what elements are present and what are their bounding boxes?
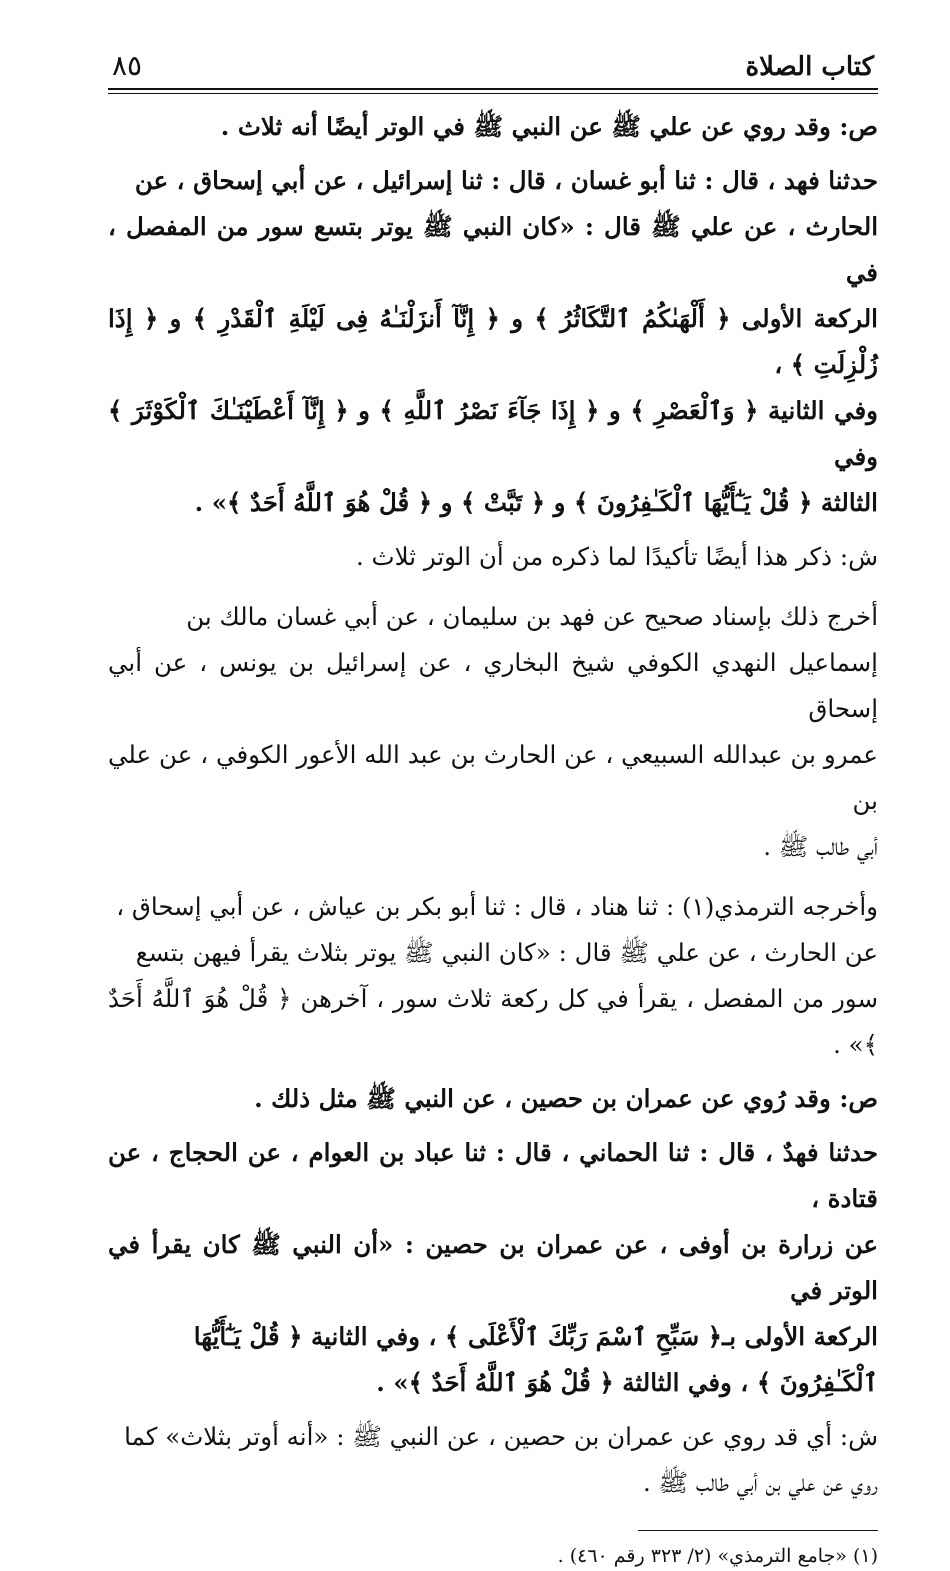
text-line: وأخرجه الترمذي(١) : ثنا هناد ، قال : ثنا أبو بكر بن عياش ، عن أبي إسحاق ،: [116, 892, 878, 921]
text-line: أخرج ذلك بإسناد صحيح عن فهد بن سليمان ، عن أبي غسان مالك بن: [186, 602, 878, 631]
text-line: ص: وقد روي عن علي ﷺ عن النبي ﷺ في الوتر أيضًا أنه ثلاث .: [220, 112, 878, 141]
paragraph-sad-1: [108, 104, 878, 150]
page-header: [108, 28, 878, 88]
paragraph-sharh-2: [108, 1414, 878, 1506]
text-line: الحارث ، عن علي ﷺ قال : «كان النبي ﷺ يوتر بتسع سور من المفصل ، في: [108, 212, 878, 287]
text-line: عن زرارة بن أوفى ، عن عمران بن حصين : «أن النبي ﷺ كان يقرأ في الوتر في: [108, 1230, 878, 1305]
paragraph-hadith-2: [108, 1130, 878, 1406]
header-rule: [108, 88, 878, 90]
paragraph-takhrij-1: [108, 594, 878, 870]
text-line: حدثنا فهدٌ ، قال : ثنا الحماني ، قال : ثنا عباد بن العوام ، عن الحجاج ، عن قتادة ،: [108, 1138, 878, 1213]
book-page: [108, 28, 878, 1567]
text-line: ٱلْكَـٰفِرُونَ ﴾ ، وفي الثالثة ﴿ قُلْ هُوَ ٱللَّهُ أَحَدٌ ﴾» .: [376, 1368, 878, 1397]
text-line: عمرو بن عبدالله السبيعي ، عن الحارث بن عبد الله الأعور الكوفي ، عن علي بن: [108, 740, 878, 815]
text-line: ش: أي قد روي عن عمران بن حصين ، عن النبي ﷺ : «أنه أوتر بثلاث» كما: [124, 1422, 878, 1451]
text-line: ص: وقد رُوي عن عمران بن حصين ، عن النبي ﷺ مثل ذلك .: [254, 1084, 878, 1113]
book-title: كتاب الصلاة: [745, 52, 874, 82]
text-line: إسماعيل النهدي الكوفي شيخ البخاري ، عن إسرائيل بن يونس ، عن أبي إسحاق: [108, 648, 878, 723]
text-line: وفي الثانية ﴿ وَٱلْعَصْرِ ﴾ و ﴿ إِذَا جَآءَ نَصْرُ ٱللَّهِ ﴾ و ﴿ إِنَّآ أَعْطَيْنَـٰكَ ٱلْكَوْثَرَ ﴾ وفي: [108, 396, 878, 471]
text-line: الركعة الأولى بـ﴿ سَبِّحِ ٱسْمَ رَبِّكَ ٱلْأَعْلَى ﴾ ، وفي الثانية ﴿ قُلْ يَـٰٓأَيُّهَا: [193, 1322, 878, 1351]
paragraph-takhrij-2: [108, 884, 878, 1068]
paragraph-sad-2: [108, 1076, 878, 1122]
text-line: عن الحارث ، عن علي ﷺ قال : «كان النبي ﷺ يوتر بثلاث يقرأ فيهن بتسع: [135, 938, 878, 967]
text-line: ش: ذكر هذا أيضًا تأكيدًا لما ذكره من أن الوتر ثلاث .: [355, 542, 878, 571]
paragraph-hadith-1: [108, 158, 878, 526]
paragraph-sharh-1: [108, 534, 878, 580]
text-line: روي عن علي بن أبي طالب ﷺ .: [642, 1468, 878, 1497]
text-line: سور من المفصل ، يقرأ في كل ركعة ثلاث سور ، آخرهن ﴿ قُلْ هُوَ ٱللَّهُ أَحَدٌ ﴾» .: [108, 984, 878, 1059]
text-line: الركعة الأولى ﴿ أَلْهَىٰكُمُ ٱلتَّكَاثُرُ ﴾ و ﴿ إِنَّآ أَنزَلْنَـٰهُ فِى لَيْلَةِ ٱلْقَدْرِ ﴾ و ﴿ إِذَا زُلْزِلَتِ ﴾ ،: [108, 304, 878, 379]
footnote: (١) «جامع الترمذي» (٢/ ٣٢٣ رقم ٤٦٠) .: [557, 1545, 878, 1567]
text-line: الثالثة ﴿ قُلْ يَـٰٓأَيُّهَا ٱلْكَـٰفِرُونَ ﴾ و ﴿ تَبَّتْ ﴾ و ﴿ قُلْ هُوَ ٱللَّهُ أَحَدٌ ﴾» .: [194, 488, 878, 517]
text-line: أبي طالب ﷺ .: [763, 832, 878, 861]
page-number: ٨٥: [112, 49, 143, 82]
text-line: حدثنا فهد ، قال : ثنا أبو غسان ، قال : ثنا إسرائيل ، عن أبي إسحاق ، عن: [134, 166, 878, 195]
footnote-rule: [638, 1530, 878, 1531]
